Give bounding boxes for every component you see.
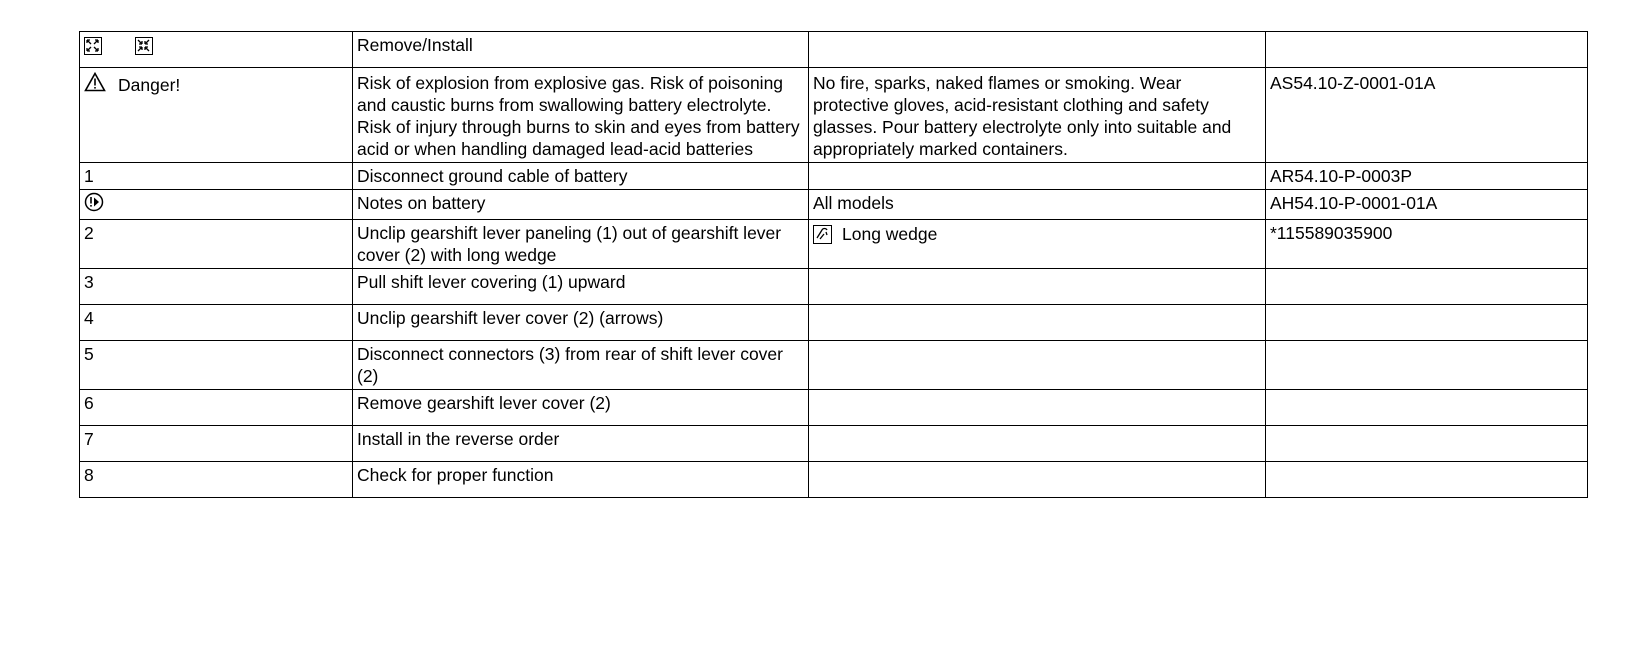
cell-empty: [809, 390, 1266, 426]
cell-empty: [1266, 269, 1588, 305]
note-models: All models: [809, 190, 1266, 220]
step-text: Check for proper function: [353, 462, 809, 498]
danger-risk-text: Risk of explosion from explosive gas. Risk of poisoning and caustic burns from swallowing battery electrolyte. Risk of injury through burns to skin and eyes from battery acid or when handling damaged lead-acid batteries: [353, 68, 809, 163]
table-row-step-2: [80, 220, 1588, 269]
cell-empty: [1266, 426, 1588, 462]
table-row-step-1: [80, 163, 1588, 190]
cell-empty: [1266, 341, 1588, 390]
cell-empty: [1266, 390, 1588, 426]
cell-empty: [809, 32, 1266, 68]
danger-row: [80, 68, 1588, 163]
special-tool-icon: [813, 225, 832, 244]
note-ref: AH54.10-P-0001-01A: [1266, 190, 1588, 220]
step-number: 3: [80, 269, 353, 305]
note-cell: [80, 190, 353, 220]
step-number: 4: [80, 305, 353, 341]
step-text: Install in the reverse order: [353, 426, 809, 462]
tool-cell: [809, 220, 1266, 269]
danger-label: Danger!: [118, 74, 181, 95]
table-row-step-6: [80, 390, 1588, 426]
table-row-remove-install: [80, 32, 1588, 68]
disassemble-icon: [84, 37, 102, 55]
step-number: 2: [80, 220, 353, 269]
danger-ref: AS54.10-Z-0001-01A: [1266, 68, 1588, 163]
cell-empty: [1266, 32, 1588, 68]
cell-empty: [809, 163, 1266, 190]
table-row-step-5: [80, 341, 1588, 390]
table-row-step-8: [80, 462, 1588, 498]
step-text: Unclip gearshift lever cover (2) (arrows): [353, 305, 809, 341]
cell-empty: [1266, 462, 1588, 498]
cell-empty: [1266, 305, 1588, 341]
note-icon: [84, 192, 104, 217]
step-text: Disconnect ground cable of battery: [353, 163, 809, 190]
step-ref: AR54.10-P-0003P: [1266, 163, 1588, 190]
cell-icons: [80, 32, 353, 68]
tool-label: Long wedge: [842, 224, 938, 245]
cell-empty: [809, 341, 1266, 390]
step-number: 6: [80, 390, 353, 426]
warning-icon: [84, 72, 106, 97]
step-ref: *115589035900: [1266, 220, 1588, 269]
danger-cell: [80, 68, 353, 163]
table-row-step-7: [80, 426, 1588, 462]
step-number: 7: [80, 426, 353, 462]
step-number: 8: [80, 462, 353, 498]
table-row-step-3: [80, 269, 1588, 305]
step-text: Pull shift lever covering (1) upward: [353, 269, 809, 305]
cell-empty: [809, 462, 1266, 498]
cell-empty: [809, 305, 1266, 341]
step-text: Remove gearshift lever cover (2): [353, 390, 809, 426]
assemble-icon: [135, 37, 153, 55]
procedure-table: [79, 31, 1588, 498]
cell-empty: [809, 269, 1266, 305]
cell-empty: [809, 426, 1266, 462]
step-number: 1: [80, 163, 353, 190]
table-row-step-4: [80, 305, 1588, 341]
step-text: Disconnect connectors (3) from rear of shift lever cover (2): [353, 341, 809, 390]
step-number: 5: [80, 341, 353, 390]
remove-install-title: Remove/Install: [353, 32, 809, 68]
table-row-note: [80, 190, 1588, 220]
note-text: Notes on battery: [353, 190, 809, 220]
danger-measures-text: No fire, sparks, naked flames or smoking. Wear protective gloves, acid-resistant clothing and safety glasses. Pour battery electrolyte only into suitable and appropriately marked containers.: [809, 68, 1266, 163]
step-text: Unclip gearshift lever paneling (1) out of gearshift lever cover (2) with long wedge: [353, 220, 809, 269]
